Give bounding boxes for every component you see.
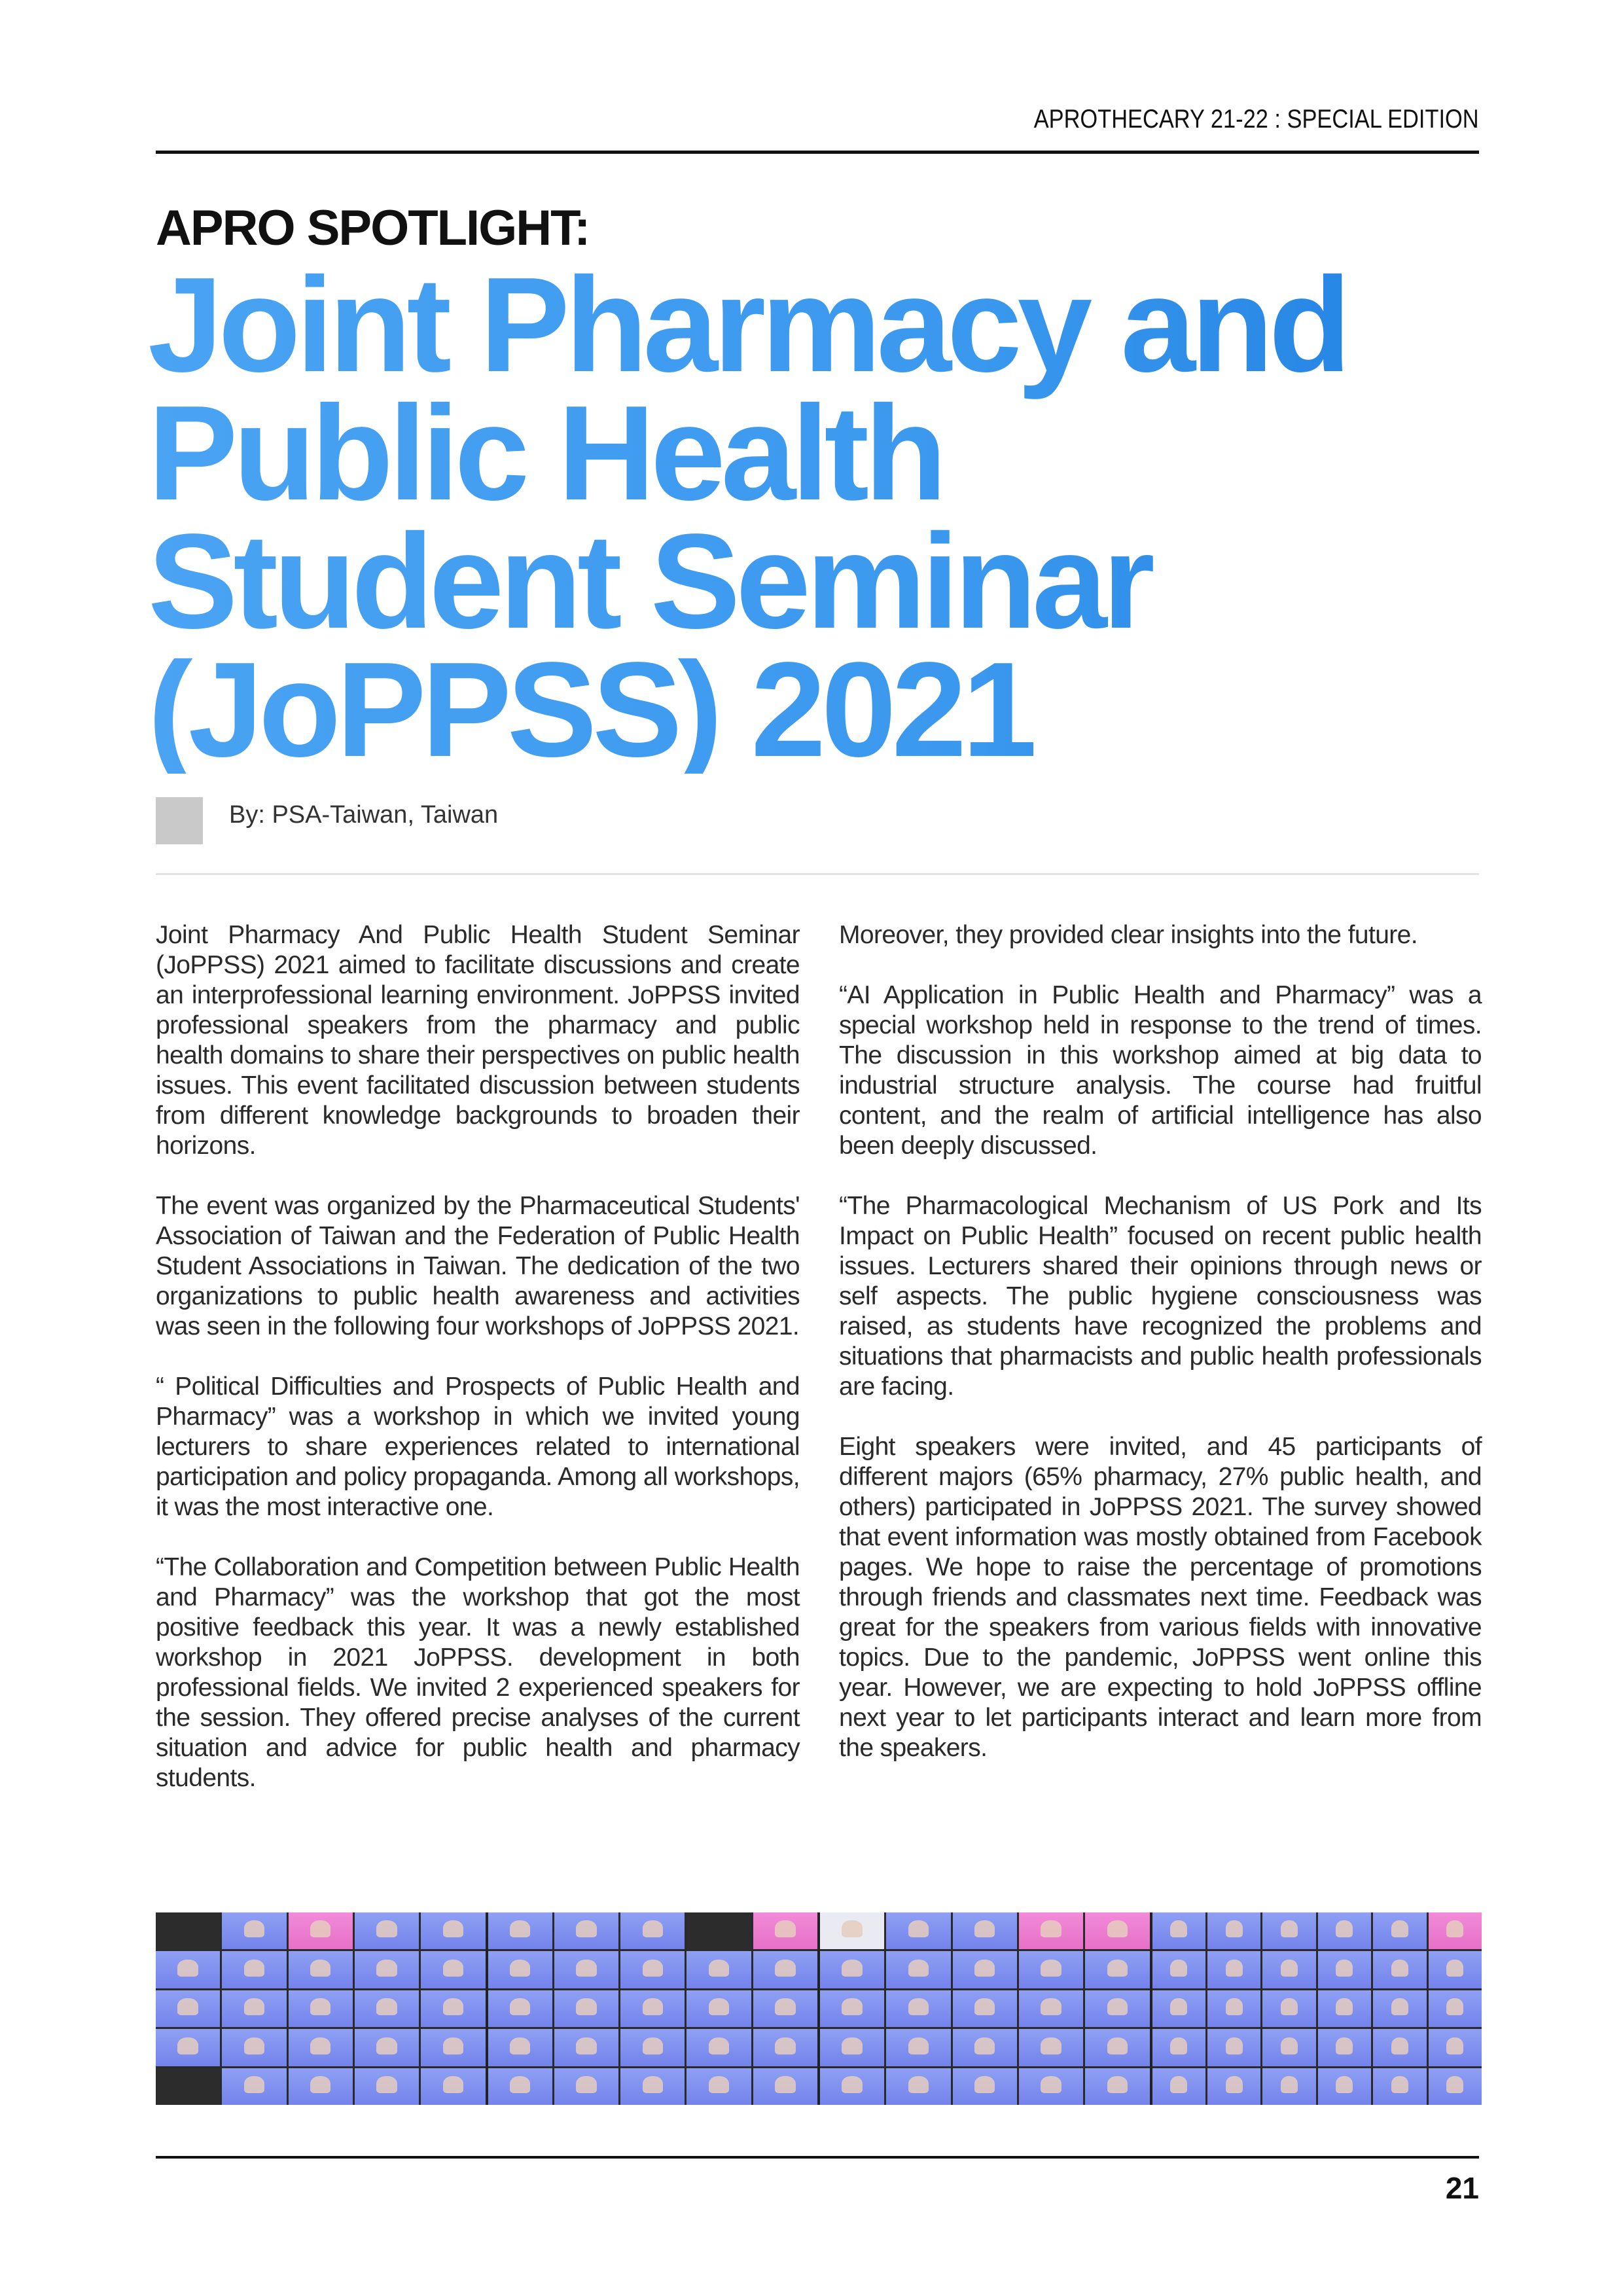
article-kicker: APRO SPOTLIGHT:: [156, 200, 590, 256]
participant-video-tile: [1207, 1951, 1260, 1988]
participant-video-tile: [687, 2068, 751, 2105]
participant-video-tile: [421, 1951, 485, 1988]
article-title: [148, 249, 1522, 785]
participant-video-tile: [554, 2029, 618, 2066]
footer-divider: [156, 2156, 1479, 2159]
participant-video-tile: [488, 2068, 552, 2105]
participant-video-tile: [1152, 2068, 1205, 2105]
participant-video-tile: [1318, 2068, 1371, 2105]
participant-video-tile: [620, 1912, 685, 1949]
participant-video-tile: [1019, 1990, 1083, 2027]
participant-video-tile: [820, 2029, 884, 2066]
participant-video-tile: [421, 2029, 485, 2066]
participant-video-tile: [820, 1990, 884, 2027]
participant-video-tile: [355, 2068, 419, 2105]
body-paragraph: “The Collaboration and Competition between Public Health and Pharmacy” was the workshop that got the most positive feedback this year. It was a newly established workshop in 2021 JoPPSS. development in both professional fields. We invited 2 experienced speakers for the session. They offered precise analyses of the current situation and advice for public health and pharmacy students.: [156, 1553, 800, 1792]
participant-video-tile: [953, 1912, 1017, 1949]
participant-video-tile: [1152, 2029, 1205, 2066]
page-number: 21: [1445, 2171, 1479, 2205]
participant-video-tile: [1429, 1951, 1482, 1988]
participant-grid-panel: [488, 1912, 818, 2105]
participant-video-tile: [1152, 1951, 1205, 1988]
participant-video-tile: [753, 1990, 817, 2027]
participant-video-tile: [886, 2029, 950, 2066]
participant-video-tile: [953, 1951, 1017, 1988]
participant-video-tile: [289, 2029, 353, 2066]
participant-video-tile: [488, 2029, 552, 2066]
article-byline: By: PSA-Taiwan, Taiwan: [229, 801, 499, 829]
participant-video-tile: [222, 2029, 286, 2066]
participant-video-tile: [1262, 1912, 1315, 1949]
participant-video-tile: [886, 1990, 950, 2027]
participant-video-tile: [355, 2029, 419, 2066]
body-paragraph: Moreover, they provided clear insights into the future.: [839, 921, 1418, 949]
participant-video-tile: [554, 1951, 618, 1988]
participant-video-tile: [1373, 1912, 1426, 1949]
participant-video-tile: [1207, 2029, 1260, 2066]
participant-video-tile: [620, 1990, 685, 2027]
participant-video-tile: [355, 1990, 419, 2027]
participant-video-tile: [156, 1912, 220, 1949]
participant-video-tile: [289, 1990, 353, 2027]
participant-video-tile: [222, 1912, 286, 1949]
right-column: [839, 920, 1482, 1793]
title-line: Public Health: [148, 378, 942, 528]
participant-video-tile: [753, 2029, 817, 2066]
participant-video-tile: [1318, 1951, 1371, 1988]
participant-video-tile: [1373, 1951, 1426, 1988]
participant-video-tile: [289, 1951, 353, 1988]
participant-video-tile: [1373, 2029, 1426, 2066]
author-avatar-placeholder: [156, 797, 203, 844]
participant-video-tile: [1152, 1912, 1205, 1949]
participant-video-tile: [1262, 1990, 1315, 2027]
participant-video-tile: [1085, 1912, 1149, 1949]
participant-video-tile: [620, 2029, 685, 2066]
participant-video-tile: [1152, 1990, 1205, 2027]
participant-video-tile: [687, 1990, 751, 2027]
participant-video-tile: [1019, 1912, 1083, 1949]
participant-video-tile: [1019, 2029, 1083, 2066]
participant-video-tile: [1429, 1912, 1482, 1949]
participant-video-tile: [1085, 1951, 1149, 1988]
participant-video-tile: [1085, 2068, 1149, 2105]
participant-video-tile: [820, 1951, 884, 1988]
participant-video-tile: [687, 1951, 751, 1988]
participant-video-tile: [687, 2029, 751, 2066]
participant-video-tile: [421, 2068, 485, 2105]
participant-video-tile: [1318, 1912, 1371, 1949]
participant-video-tile: [554, 1912, 618, 1949]
participant-video-tile: [1373, 2068, 1426, 2105]
participant-video-tile: [1207, 1990, 1260, 2027]
participant-video-tile: [687, 1912, 751, 1949]
participant-video-tile: [156, 1951, 220, 1988]
participant-video-tile: [953, 2068, 1017, 2105]
participant-video-tile: [222, 2068, 286, 2105]
participant-video-tile: [1429, 2068, 1482, 2105]
participant-video-tile: [1019, 2068, 1083, 2105]
participant-video-tile: [1262, 1951, 1315, 1988]
participant-grid-panel: [820, 1912, 1150, 2105]
participant-video-tile: [355, 1951, 419, 1988]
body-paragraph: “ Political Difficulties and Prospects of Public Health and Pharmacy” was a workshop in which we invited young lecturers to share experiences related to international participation and policy propaganda. Among all workshops, it was the most interactive one.: [156, 1372, 800, 1521]
participant-video-tile: [1318, 2029, 1371, 2066]
running-header: APROTHECARY 21-22 : SPECIAL EDITION: [1034, 105, 1479, 134]
participant-video-tile: [488, 1990, 552, 2027]
participant-video-tile: [1429, 1990, 1482, 2027]
participant-video-tile: [1262, 2029, 1315, 2066]
participant-video-tile: [1085, 2029, 1149, 2066]
participant-video-tile: [753, 1951, 817, 1988]
body-paragraph: Eight speakers were invited, and 45 participants of different majors (65% pharmacy, 27% public health, and others) participated in JoPPSS 2021. The survey showed that event information was mostly obtained from Facebook pages. We hope to raise the percentage of promotions through friends and classmates next time. Feedback was great for the speakers from various fields with innovative topics. Due to the pandemic, JoPPSS went online this year. However, we are expecting to hold JoPPSS offline next year to let participants interact and learn more from the speakers.: [839, 1433, 1482, 1762]
participant-video-tile: [488, 1951, 552, 1988]
participant-video-tile: [488, 1912, 552, 1949]
left-column: [156, 920, 800, 1823]
participant-video-tile: [156, 2068, 220, 2105]
video-call-screenshot: [156, 1912, 1482, 2105]
participant-video-tile: [1429, 2029, 1482, 2066]
title-line: (JoPPSS) 2021: [148, 634, 1033, 785]
participant-video-tile: [1019, 1951, 1083, 1988]
participant-video-tile: [1373, 1990, 1426, 2027]
participant-video-tile: [156, 2029, 220, 2066]
participant-video-tile: [156, 1990, 220, 2027]
body-paragraph: Joint Pharmacy And Public Health Student Seminar (JoPPSS) 2021 aimed to facilitate discussions and create an interprofessional learning environment. JoPPSS invited professional speakers from the pharmacy and public health domains to share their perspectives on public health issues. This event facilitated discussion between students from different knowledge backgrounds to broaden their horizons.: [156, 921, 800, 1160]
participant-video-tile: [1318, 1990, 1371, 2027]
participant-grid-panel: [156, 1912, 486, 2105]
body-paragraph: The event was organized by the Pharmaceutical Students' Association of Taiwan and the Federation of Public Health Student Associations in Taiwan. The dedication of the two organizations to public health awareness and activities was seen in the following four workshops of JoPPSS 2021.: [156, 1192, 800, 1340]
participant-video-tile: [753, 2068, 817, 2105]
title-line: Joint Pharmacy and: [148, 249, 1347, 400]
participant-video-tile: [753, 1912, 817, 1949]
participant-video-tile: [953, 1990, 1017, 2027]
byline-divider: [156, 873, 1479, 875]
participant-video-tile: [1262, 2068, 1315, 2105]
participant-video-tile: [886, 2068, 950, 2105]
participant-video-tile: [554, 2068, 618, 2105]
participant-video-tile: [289, 1912, 353, 1949]
participant-grid-panel: [1152, 1912, 1482, 2105]
participant-video-tile: [1085, 1990, 1149, 2027]
participant-video-tile: [886, 1951, 950, 1988]
participant-video-tile: [421, 1990, 485, 2027]
participant-video-tile: [820, 2068, 884, 2105]
participant-video-tile: [421, 1912, 485, 1949]
participant-video-tile: [820, 1912, 884, 1949]
participant-video-tile: [554, 1990, 618, 2027]
header-divider: [156, 151, 1479, 154]
participant-video-tile: [620, 2068, 685, 2105]
participant-video-tile: [953, 2029, 1017, 2066]
participant-video-tile: [1207, 2068, 1260, 2105]
participant-video-tile: [289, 2068, 353, 2105]
participant-video-tile: [886, 1912, 950, 1949]
participant-video-tile: [222, 1990, 286, 2027]
body-paragraph: “AI Application in Public Health and Pharmacy” was a special workshop held in response to the trend of times. The discussion in this workshop aimed at big data to industrial structure analysis. The course had fruitful content, and the realm of artificial intelligence has also been deeply discussed.: [839, 981, 1482, 1160]
participant-video-tile: [355, 1912, 419, 1949]
participant-video-tile: [1207, 1912, 1260, 1949]
body-paragraph: “The Pharmacological Mechanism of US Pork and Its Impact on Public Health” focused on recent public health issues. Lecturers shared their opinions through news or self aspects. The public hygiene consciousness was raised, as students have recognized the problems and situations that pharmacists and public health professionals are facing.: [839, 1192, 1482, 1401]
participant-video-tile: [620, 1951, 685, 1988]
title-line: Student Seminar: [148, 506, 1150, 656]
participant-video-tile: [222, 1951, 286, 1988]
